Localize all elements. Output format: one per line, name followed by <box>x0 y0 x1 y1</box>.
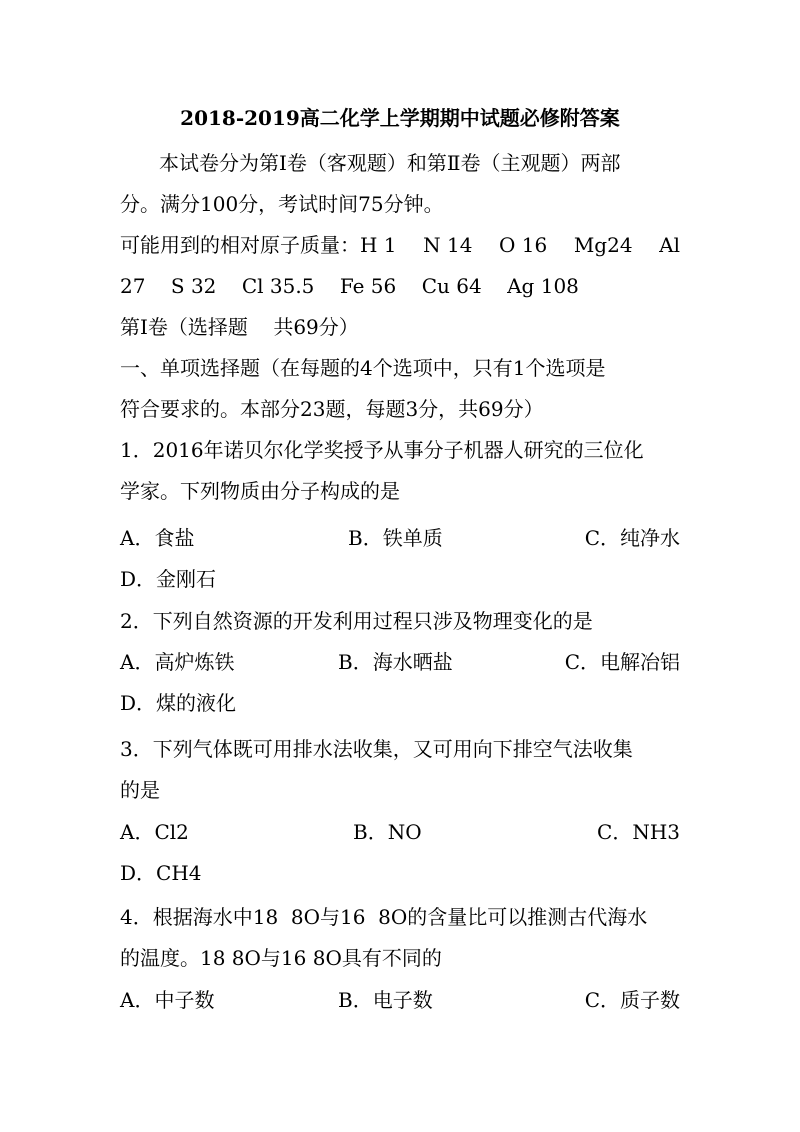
question-1-option-b: B．铁单质 <box>348 526 443 550</box>
intro-line-2: 分。满分100分，考试时间75分钟。 <box>120 192 444 216</box>
question-1-stem-line-1: 1．2016年诺贝尔化学奖授予从事分子机器人研究的三位化 <box>120 438 644 462</box>
atomic-mass-line-1 <box>120 231 680 259</box>
question-1-stem-line-2: 学家。下列物质由分子构成的是 <box>120 479 400 503</box>
question-2-stem-line-1: 2．下列自然资源的开发利用过程只涉及物理变化的是 <box>120 609 593 633</box>
question-3-option-c: C．NH3 <box>597 820 680 844</box>
question-3-stem-line-2: 的是 <box>120 778 160 802</box>
question-1-option-d: D．金刚石 <box>120 567 217 591</box>
intro-line-1: 本试卷分为第Ⅰ卷（客观题）和第Ⅱ卷（主观题）两部 <box>159 151 621 175</box>
question-2-option-c: C．电解冶铝 <box>564 650 680 674</box>
part1-instructions-line-2: 符合要求的。本部分23题，每题3分，共69分） <box>120 397 544 421</box>
question-2-option-a: A．高炉炼铁 <box>120 650 235 674</box>
question-2-option-b: B．海水晒盐 <box>338 650 453 674</box>
atomic-mass-label: 可能用到的相对原子质量：H 1 <box>120 233 397 257</box>
question-4-stem-line-1: 4．根据海水中18 8O与16 8O的含量比可以推测古代海水 <box>120 905 648 929</box>
question-2-option-d: D．煤的液化 <box>120 691 237 715</box>
question-3-stem-line-1: 3．下列气体既可用排水法收集，又可用向下排空气法收集 <box>120 737 633 761</box>
question-1-option-c: C．纯净水 <box>584 526 680 550</box>
part1-instructions-line-1: 一、单项选择题（在每题的4个选项中，只有1个选项是 <box>120 356 606 380</box>
question-3-option-a: A．Cl2 <box>120 820 189 844</box>
document-title: 2018-2019高二化学上学期期中试题必修附答案 <box>180 106 620 130</box>
question-1-option-a: A．食盐 <box>120 526 195 550</box>
question-4-option-c: C．质子数 <box>584 988 680 1012</box>
atomic-mass-o: O 16 <box>499 233 548 257</box>
question-3-option-d: D．CH4 <box>120 861 202 885</box>
question-4-stem-line-2: 的温度。18 8O与16 8O具有不同的 <box>120 946 442 970</box>
atomic-mass-al: Al <box>659 233 680 257</box>
question-4-option-a: A．中子数 <box>120 988 215 1012</box>
section-title: 第Ⅰ卷（选择题 共69分） <box>120 315 359 339</box>
atomic-mass-mg: Mg24 <box>573 233 633 257</box>
atomic-mass-line-2: 27 S 32 Cl 35.5 Fe 56 Cu 64 Ag 108 <box>120 274 579 298</box>
atomic-mass-n: N 14 <box>423 233 473 257</box>
question-3-option-b: B．NO <box>353 820 422 844</box>
question-4-option-b: B．电子数 <box>338 988 433 1012</box>
